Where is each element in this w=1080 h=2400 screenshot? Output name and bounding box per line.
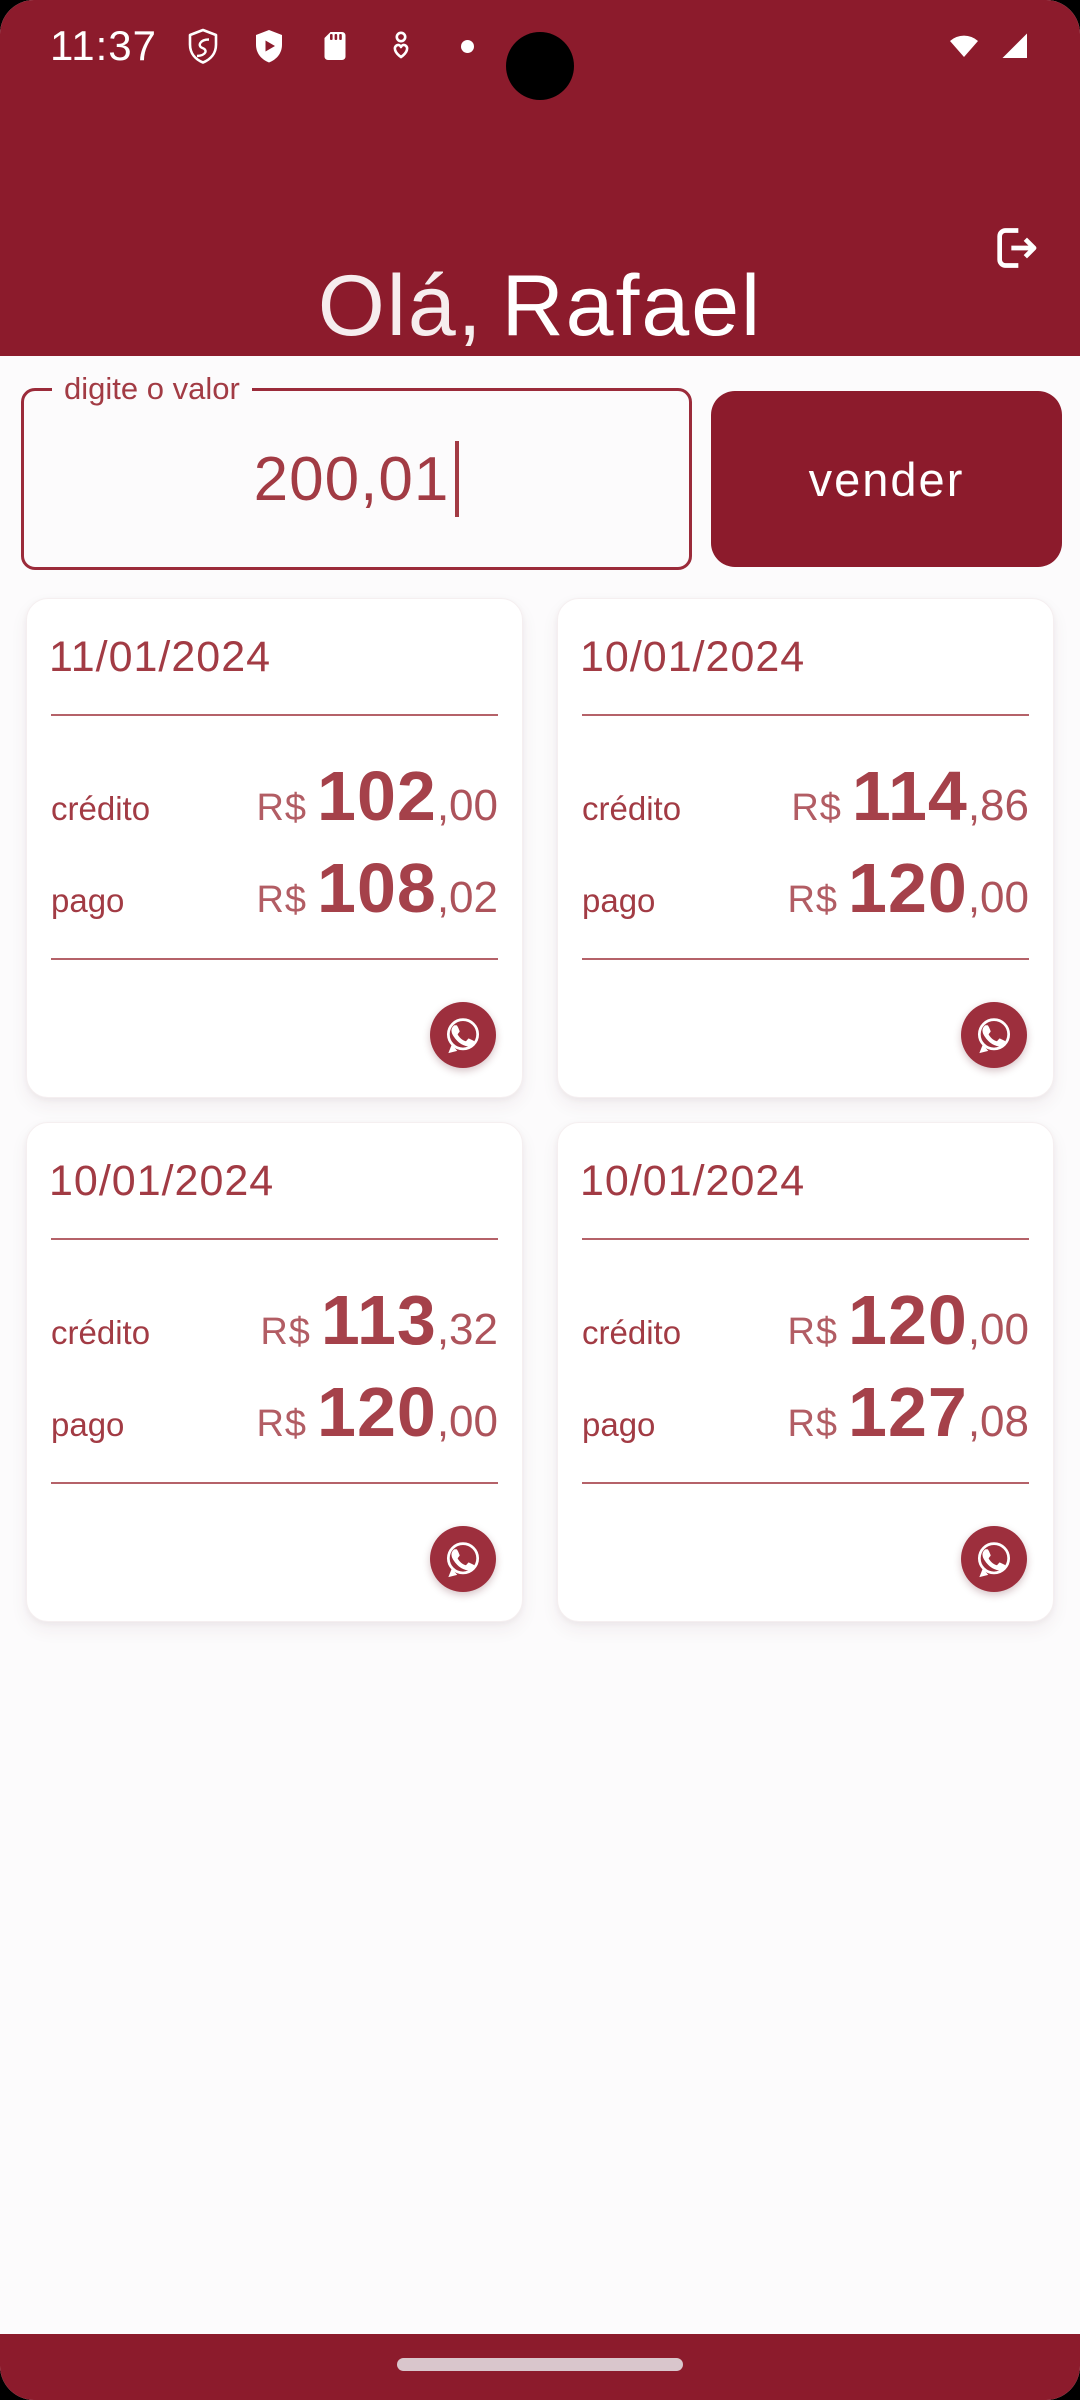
currency-symbol: R$	[256, 879, 308, 921]
credit-row	[580, 1280, 1031, 1360]
paid-label: pago	[51, 1406, 125, 1443]
home-indicator[interactable]	[397, 2358, 683, 2371]
sale-card	[26, 598, 523, 1098]
card-actions	[49, 1002, 500, 1068]
credit-dec: ,32	[436, 1305, 498, 1354]
paid-label: pago	[51, 882, 125, 919]
whatsapp-button[interactable]	[961, 1002, 1027, 1068]
greeting-row	[0, 92, 1080, 402]
paid-row	[580, 848, 1031, 928]
notification-dot-icon	[461, 40, 474, 53]
logout-button[interactable]	[988, 220, 1044, 276]
sale-card	[557, 1122, 1054, 1622]
credit-label: crédito	[51, 1314, 151, 1351]
text-cursor	[455, 441, 459, 517]
credit-dec: ,00	[436, 781, 498, 830]
credit-dec: ,00	[967, 1305, 1029, 1354]
paid-int: 120	[848, 849, 968, 927]
vender-button[interactable]: vender	[711, 391, 1062, 567]
paid-dec: ,08	[967, 1397, 1029, 1446]
whatsapp-button[interactable]	[430, 1002, 496, 1068]
paid-dec: ,00	[436, 1397, 498, 1446]
credit-value	[791, 756, 1029, 836]
paid-label: pago	[582, 882, 656, 919]
paid-value	[256, 848, 498, 928]
currency-symbol: R$	[791, 787, 842, 829]
credit-value	[260, 1280, 498, 1360]
status-time: 11:37	[50, 22, 157, 69]
divider	[51, 1238, 498, 1240]
paid-int: 108	[317, 849, 437, 927]
whatsapp-icon	[440, 1536, 486, 1582]
system-nav-bar	[0, 2334, 1080, 2400]
page-title	[318, 257, 762, 356]
whatsapp-icon	[440, 1012, 486, 1058]
divider	[51, 958, 498, 960]
status-bar	[0, 0, 1080, 92]
credit-row	[49, 1280, 500, 1360]
wifi-full-icon	[944, 26, 984, 66]
wellbeing-heart-icon	[381, 26, 421, 66]
value-input-text	[254, 441, 460, 517]
play-protect-shield-icon	[249, 26, 289, 66]
logout-arrow-icon	[988, 220, 1044, 276]
credit-label: crédito	[582, 790, 682, 827]
paid-value	[256, 1372, 498, 1452]
credit-int: 120	[848, 1281, 968, 1359]
paid-row	[49, 1372, 500, 1452]
currency-symbol: R$	[256, 1403, 308, 1445]
credit-int: 102	[317, 757, 437, 835]
divider	[51, 714, 498, 716]
sd-card-icon	[315, 26, 355, 66]
paid-int: 120	[317, 1373, 437, 1451]
paid-value	[787, 1372, 1029, 1452]
paid-row	[580, 1372, 1031, 1452]
currency-symbol: R$	[787, 1403, 839, 1445]
sale-date: 10/01/2024	[49, 1157, 275, 1205]
whatsapp-icon	[971, 1536, 1017, 1582]
value-input-value: 200,01	[253, 444, 450, 514]
credit-value	[256, 756, 498, 836]
divider	[582, 1482, 1029, 1484]
credit-label: crédito	[582, 1314, 682, 1351]
credit-row	[49, 756, 500, 836]
sale-date: 11/01/2024	[49, 633, 272, 681]
paid-int: 127	[848, 1373, 968, 1451]
status-bar-right	[944, 26, 1034, 66]
sale-date: 10/01/2024	[580, 1157, 806, 1205]
currency-symbol: R$	[256, 787, 308, 829]
card-actions	[49, 1526, 500, 1592]
currency-symbol: R$	[260, 1311, 311, 1353]
value-input[interactable]	[21, 371, 692, 570]
credit-dec: ,86	[967, 781, 1029, 830]
credit-value	[787, 1280, 1029, 1360]
sale-card	[26, 1122, 523, 1622]
user-name: Rafael	[501, 258, 763, 354]
credit-int: 113	[320, 1281, 437, 1359]
credit-label: crédito	[51, 790, 151, 827]
divider	[582, 1238, 1029, 1240]
credit-row	[580, 756, 1031, 836]
shield-outline-icon	[183, 26, 223, 66]
whatsapp-icon	[971, 1012, 1017, 1058]
greeting-prefix: Olá,	[317, 258, 484, 354]
header-area	[0, 0, 1080, 356]
credit-int: 114	[851, 757, 968, 835]
sale-form	[21, 371, 1062, 570]
paid-label: pago	[582, 1406, 656, 1443]
paid-dec: ,02	[436, 873, 498, 922]
value-input-label: digite o valor	[52, 371, 252, 407]
sales-list	[26, 598, 1054, 1622]
sale-date: 10/01/2024	[580, 633, 806, 681]
card-actions	[580, 1526, 1031, 1592]
whatsapp-button[interactable]	[430, 1526, 496, 1592]
paid-value	[787, 848, 1029, 928]
status-bar-left	[50, 22, 474, 70]
currency-symbol: R$	[787, 1311, 839, 1353]
cellular-signal-full-icon	[994, 26, 1034, 66]
whatsapp-button[interactable]	[961, 1526, 1027, 1592]
divider	[582, 714, 1029, 716]
paid-dec: ,00	[967, 873, 1029, 922]
camera-cutout	[506, 32, 574, 100]
divider	[51, 1482, 498, 1484]
divider	[582, 958, 1029, 960]
sale-card	[557, 598, 1054, 1098]
card-actions	[580, 1002, 1031, 1068]
currency-symbol: R$	[787, 879, 839, 921]
paid-row	[49, 848, 500, 928]
